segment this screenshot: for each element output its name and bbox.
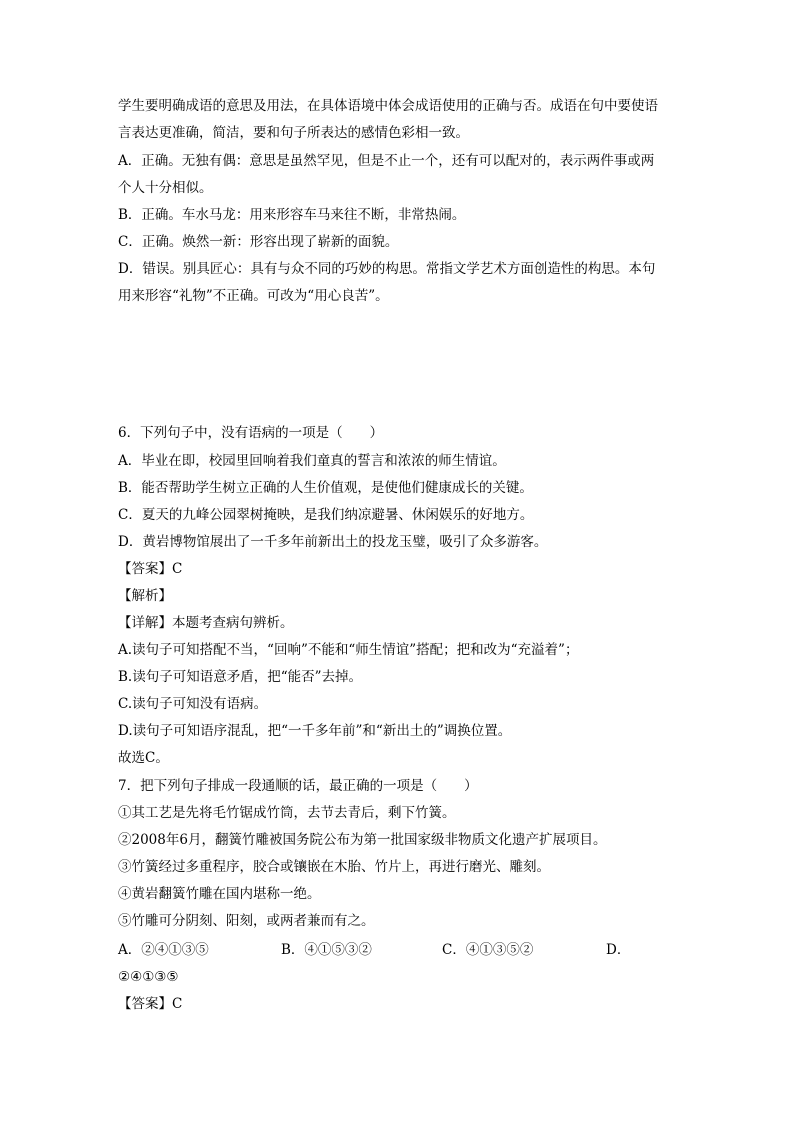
question-7-option-d-wrap: ②④①③⑤ [118,969,179,985]
question-7-option-d: D． [606,942,631,958]
question-6-option-d: D．黄岩博物馆展出了一千多年前新出土的投龙玉璧，吸引了众多游客。 [118,534,548,550]
text-line: D．错误。别具匠心：具有与众不同的巧妙的构思。常指文学艺术方面创造性的构思。本句 [118,261,656,277]
text-line: 言表达更准确，简洁，要和句子所表达的感情色彩相一致。 [118,125,469,141]
question-6-analysis-label: 【解析】 [118,588,172,604]
question-6-stem: 6．下列句子中，没有语病的一项是（ ） [118,425,384,441]
question-7-stem: 7．把下列句子排成一段通顺的话，最正确的一项是（ ） [118,778,478,794]
question-7-sentence-1: ①其工艺是先将毛竹锯成竹筒，去节去青后，剩下竹簧。 [118,805,456,821]
text-line: 个人十分相似。 [118,180,213,196]
question-6-option-a: A．毕业在即，校园里回响着我们童真的誓言和浓浓的师生情谊。 [118,453,506,469]
question-6-explanation-c: C.读句子可知没有语病。 [118,696,268,712]
question-7-option-c: C．④①③⑤② [442,942,534,958]
question-7-option-a: A．②④①③⑤ [118,942,209,958]
question-7-sentence-5: ⑤竹雕可分阴刻、阳刻，或两者兼而有之。 [118,913,375,929]
question-6-detail: 【详解】本题考查病句辨析。 [118,615,294,631]
question-6-explanation-a: A.读句子可知搭配不当，“回响”不能和“师生情谊”搭配；把和改为“充溢着”； [118,642,579,658]
text-line: 学生要明确成语的意思及用法，在具体语境中体会成语使用的正确与否。成语在句中要使语 [118,98,658,114]
question-6-answer: 【答案】C [118,561,183,577]
text-line: C．正确。焕然一新：形容出现了崭新的面貌。 [118,234,399,250]
text-line: 用来形容“礼物”不正确。可改为“用心良苦”。 [118,288,389,304]
question-6-conclusion: 故选C。 [118,750,169,766]
question-6-option-c: C．夏天的九峰公园翠树掩映，是我们纳凉避暑、休闲娱乐的好地方。 [118,507,534,523]
question-7-sentence-3: ③竹簧经过多重程序，胶合或镶嵌在木胎、竹片上，再进行磨光、雕刻。 [118,859,550,875]
question-7-sentence-2: ②2008年6月，翻簧竹雕被国务院公布为第一批国家级非物质文化遗产扩展项目。 [118,832,607,848]
question-6-explanation-b: B.读句子可知语意矛盾，把“能否”去掉。 [118,669,363,685]
question-7-option-b: B．④①⑤③② [281,942,372,958]
question-6-explanation-d: D.读句子可知语序混乱，把“一千多年前”和“新出土的”调换位置。 [118,723,512,739]
text-line: A．正确。无独有偶：意思是虽然罕见，但是不止一个，还有可以配对的，表示两件事或两 [118,153,655,169]
question-7-sentence-4: ④黄岩翻簧竹雕在国内堪称一绝。 [118,886,321,902]
text-line: B．正确。车水马龙：用来形容车马来往不断，非常热闹。 [118,207,466,223]
question-6-option-b: B．能否帮助学生树立正确的人生价值观，是使他们健康成长的关键。 [118,480,533,496]
question-7-answer: 【答案】C [118,996,183,1012]
